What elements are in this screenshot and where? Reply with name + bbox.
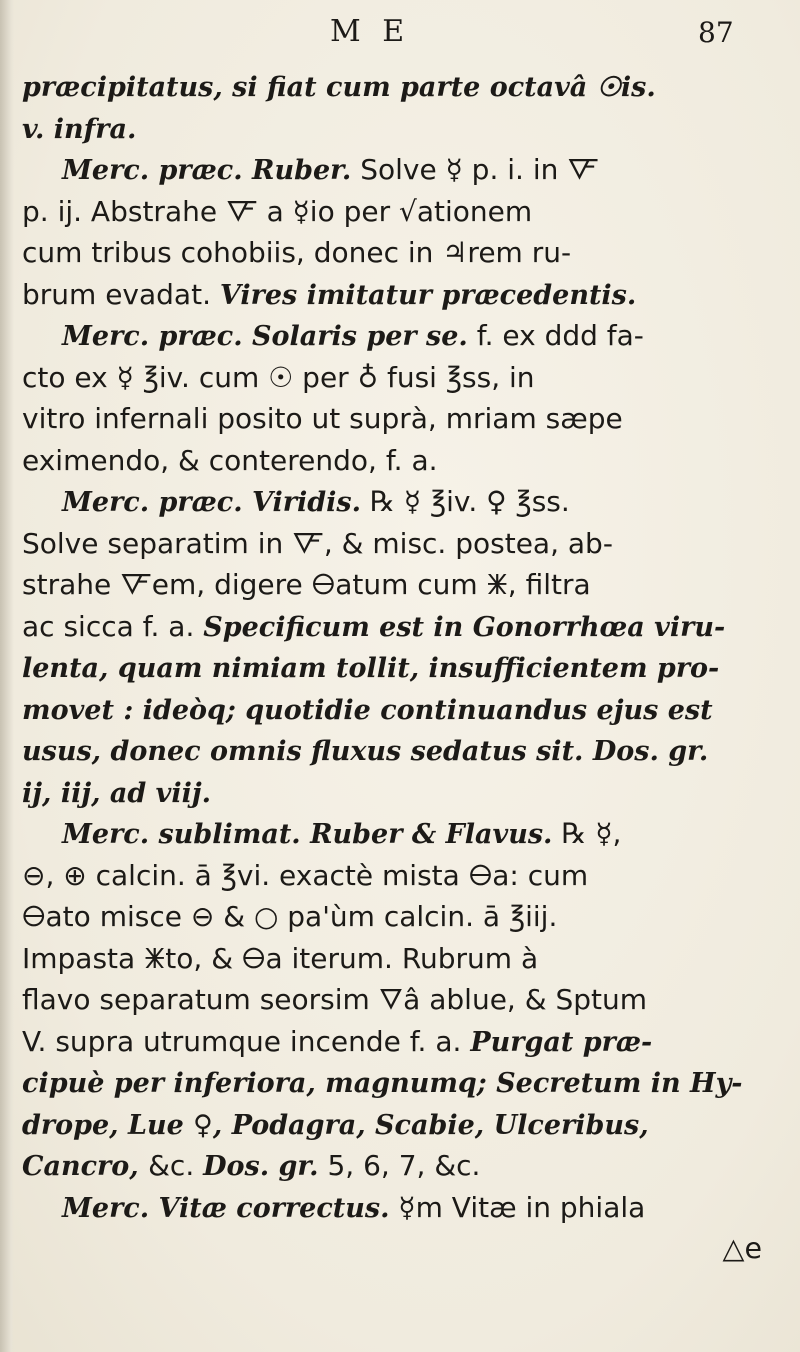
roman-text: p. ij. Abstrahe 🜅 a ☿io per √ationem	[22, 194, 533, 228]
roman-text: brum evadat.	[22, 277, 220, 311]
text-line	[22, 606, 792, 648]
italic-text: cipuè per inferiora, magnumq; Secretum in Hy-	[22, 1068, 743, 1099]
text-line	[22, 938, 792, 980]
italic-text: Merc. Vitæ correctus.	[62, 1192, 390, 1224]
italic-text: usus, donec omnis fluxus sedatus sit. Dos. gr.	[22, 736, 709, 767]
italic-text: Merc. præc. Viridis.	[62, 487, 361, 518]
text-line	[22, 772, 792, 814]
text-line	[22, 647, 792, 689]
roman-text: Impasta 🜹to, & 🜔a iterum. Rubrum à	[22, 941, 539, 975]
text-line	[22, 1187, 792, 1229]
page-gutter	[0, 0, 14, 1352]
italic-text: v. infra.	[22, 113, 137, 145]
text-line	[22, 1062, 792, 1104]
roman-text: &c.	[148, 1149, 204, 1182]
text-line	[22, 689, 792, 731]
text-line	[22, 108, 792, 150]
text-line	[22, 481, 792, 523]
roman-text: strahe 🜅em, digere 🜔atum cum 🜹, filtra	[22, 568, 591, 601]
roman-text: Solve ☿ p. i. in 🜅	[351, 153, 599, 186]
text-line	[22, 1104, 792, 1146]
page-number: 87	[698, 16, 734, 49]
roman-text: 5, 6, 7, &c.	[318, 1149, 481, 1182]
roman-text: f. ex ddd fa-	[467, 319, 644, 352]
italic-text: ij, iij, ad viij.	[22, 777, 212, 809]
text-line	[22, 66, 792, 108]
italic-text: movet : ideòq; quotidie continuandus ejus est	[22, 694, 713, 726]
italic-text: Dos. gr.	[203, 1151, 319, 1182]
roman-text: eximendo, & conterendo, f. a.	[22, 443, 438, 477]
text-line	[22, 315, 792, 357]
text-line	[22, 440, 792, 482]
running-header	[0, 14, 800, 54]
roman-text: vitro infernali posito ut suprà, mriam sæpe	[22, 402, 623, 435]
italic-text: Cancro,	[22, 1151, 149, 1182]
roman-text: ⊖, ⊕ calcin. ā ℥vi. exactè mista 🜔a: cum	[22, 858, 589, 892]
text-line	[22, 979, 792, 1021]
roman-text: cto ex ☿ ℥iv. cum ☉ per ♁ fusi ℥ss, in	[22, 360, 535, 394]
italic-text: drope, Lue ♀, Podagra, Scabie, Ulceribus,	[22, 1109, 649, 1141]
text-line	[22, 274, 792, 316]
roman-text: cum tribus cohobiis, donec in ♃rem ru-	[22, 236, 572, 269]
roman-text: 🜔ato misce ⊖ & ○ pa'ùm calcin. ā ℥iij.	[22, 900, 558, 933]
text-line	[22, 855, 792, 897]
text-line	[22, 398, 792, 440]
italic-text: Merc. sublimat. Ruber & Flavus.	[62, 819, 553, 850]
roman-text: flavo separatum seorsim 🜄â ablue, & Sptum	[22, 983, 648, 1016]
text-line	[22, 232, 792, 274]
italic-text: Vires imitatur præcedentis.	[219, 279, 637, 311]
text-line	[22, 149, 792, 191]
italic-text: lenta, quam nimiam tollit, insufficientem pro-	[22, 653, 720, 684]
text-line	[22, 1021, 792, 1063]
roman-text: V. supra utrumque incende f. a.	[22, 1024, 471, 1058]
body-text	[22, 66, 792, 1270]
text-line	[22, 813, 792, 855]
text-line	[22, 564, 792, 606]
catchword: △e	[722, 1232, 762, 1265]
roman-text: ☿m Vitæ in phiala	[389, 1190, 646, 1224]
running-title: M E	[330, 14, 411, 49]
italic-text: Purgat præ-	[470, 1026, 653, 1058]
italic-text: Specificum est in Gonorrhœa viru-	[203, 611, 726, 643]
text-line	[22, 357, 792, 399]
italic-text: Merc. præc. Solaris per se.	[62, 321, 468, 352]
text-line	[22, 523, 792, 565]
roman-text: ac sicca f. a.	[22, 609, 204, 643]
text-line	[22, 1145, 792, 1187]
text-line	[22, 191, 792, 233]
roman-text: ℞ ☿,	[552, 817, 622, 850]
italic-text: præcipitatus, si fiat cum parte octavâ ☉is.	[22, 72, 656, 103]
text-line	[22, 730, 792, 772]
text-line	[22, 896, 792, 938]
italic-text: Merc. præc. Ruber.	[62, 155, 352, 186]
roman-text: ℞ ☿ ℥iv. ♀ ℥ss.	[360, 485, 570, 518]
roman-text: Solve separatim in 🜅, & misc. postea, ab-	[22, 526, 613, 560]
